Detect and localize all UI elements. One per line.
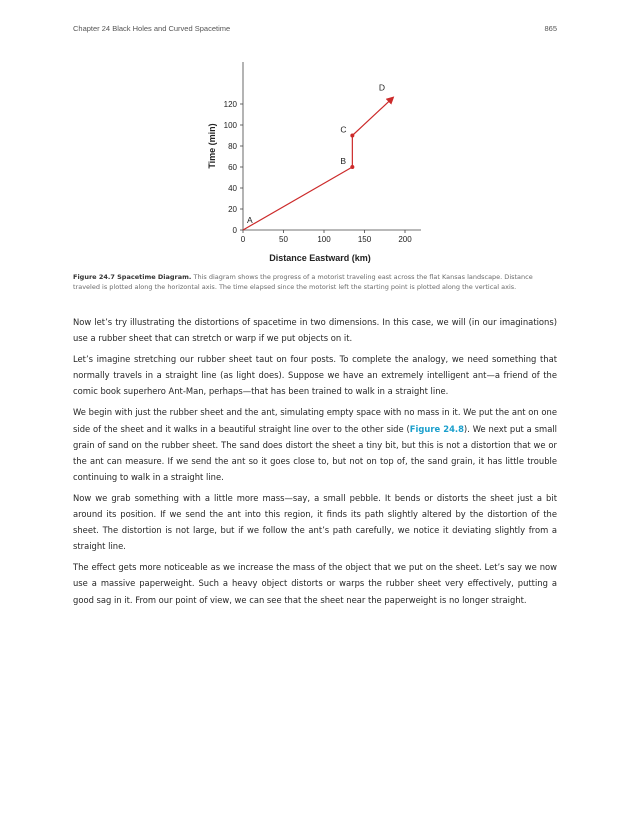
segment-CD xyxy=(352,98,393,136)
point-B-marker xyxy=(350,165,354,169)
figure-caption xyxy=(73,273,557,292)
point-C-marker xyxy=(350,134,354,138)
paragraph-3-end: ). We next put a small grain of sand on the rubber sheet. The sand does distort the sheet a tiny bit, but this is not a distortion that we or the ant can measure. If we send the ant so it goes close to, but not on top of, the sand grain, it has little trouble continuing to walk in a straight line. xyxy=(73,423,557,482)
figure-24-8-link[interactable]: Figure 24.8 xyxy=(409,423,464,434)
body-text xyxy=(73,314,557,613)
page-number: 865 xyxy=(544,24,557,33)
spacetime-chart xyxy=(0,0,630,270)
y-tick-label: 40 xyxy=(228,184,237,193)
paragraph-2: Let’s imagine stretching our rubber sheet taut on four posts. To complete the analogy, we need something that normally travels in a straight line (as light does). Suppose we have an extremely intelligent ant—a friend of the comic book superhero Ant-Man, perhaps—that has been trained to walk in a straight line. xyxy=(73,354,557,397)
chapter-title: Chapter 24 Black Holes and Curved Spacetime xyxy=(73,24,231,33)
paragraph-1: Now let’s try illustrating the distortions of spacetime in two dimensions. In this case, we will (in our imaginations) use a rubber sheet that can stretch or warp if we put objects on it. xyxy=(73,317,557,344)
x-tick-label: 0 xyxy=(240,235,246,244)
segment-AB xyxy=(243,167,352,230)
y-tick-label: 60 xyxy=(228,163,237,172)
y-tick-label: 80 xyxy=(228,142,237,151)
x-tick-label: 50 xyxy=(279,235,288,244)
y-ticks xyxy=(224,100,243,235)
paragraph-3-start: We begin with just the rubber sheet and the ant, simulating empty space with no mass in it. We put the ant on one side of the sheet and it walks in a beautiful straight line over to the other side ( xyxy=(73,407,557,434)
x-ticks xyxy=(241,230,412,244)
caption-text: This diagram shows the progress of a motorist traveling east across the flat Kansas landscape. Distance traveled is plotted along the horizontal axis. The time elapsed since the motorist left the starting point is plotted along the vertical axis. xyxy=(73,273,533,291)
trajectory-series xyxy=(243,98,393,230)
paragraph-4: Now we grab something with a little more mass—say, a small pebble. It bends or distorts the sheet just a bit around its position. If we send the ant into this region, it finds its path slightly altered by the distortion of the sheet. The distortion is not large, but if we follow the ant’s path carefully, we notice it deviating slightly from a straight line. xyxy=(73,492,557,552)
point-label-B: B xyxy=(340,156,347,166)
y-tick-label: 100 xyxy=(223,121,237,130)
x-axis-label: Distance Eastward (km) xyxy=(269,253,371,263)
point-label-D: D xyxy=(378,82,385,93)
point-label-C: C xyxy=(340,124,347,135)
paragraph-5: The effect gets more noticeable as we increase the mass of the object that we put on the sheet. Let’s say we now use a massive paperweight. Such a heavy object distorts or warps the rubber sheet very effectively, putting a good sag in it. From our point of view, we can see that the sheet near the paperweight is no longer straight. xyxy=(73,562,557,605)
y-axis-label: Time (min) xyxy=(207,123,217,169)
y-tick-label: 0 xyxy=(232,226,237,235)
spacetime-diagram-figure xyxy=(0,0,630,270)
x-tick-label: 150 xyxy=(357,235,372,244)
caption-label: Figure 24.7 Spacetime Diagram. xyxy=(73,273,192,281)
y-tick-label: 120 xyxy=(223,100,237,109)
x-tick-label: 200 xyxy=(398,235,412,244)
point-labels xyxy=(247,83,385,225)
point-label-A: A xyxy=(247,215,253,225)
y-tick-label: 20 xyxy=(228,205,237,214)
x-tick-label: 100 xyxy=(317,235,331,244)
paragraph-3 xyxy=(73,404,557,484)
